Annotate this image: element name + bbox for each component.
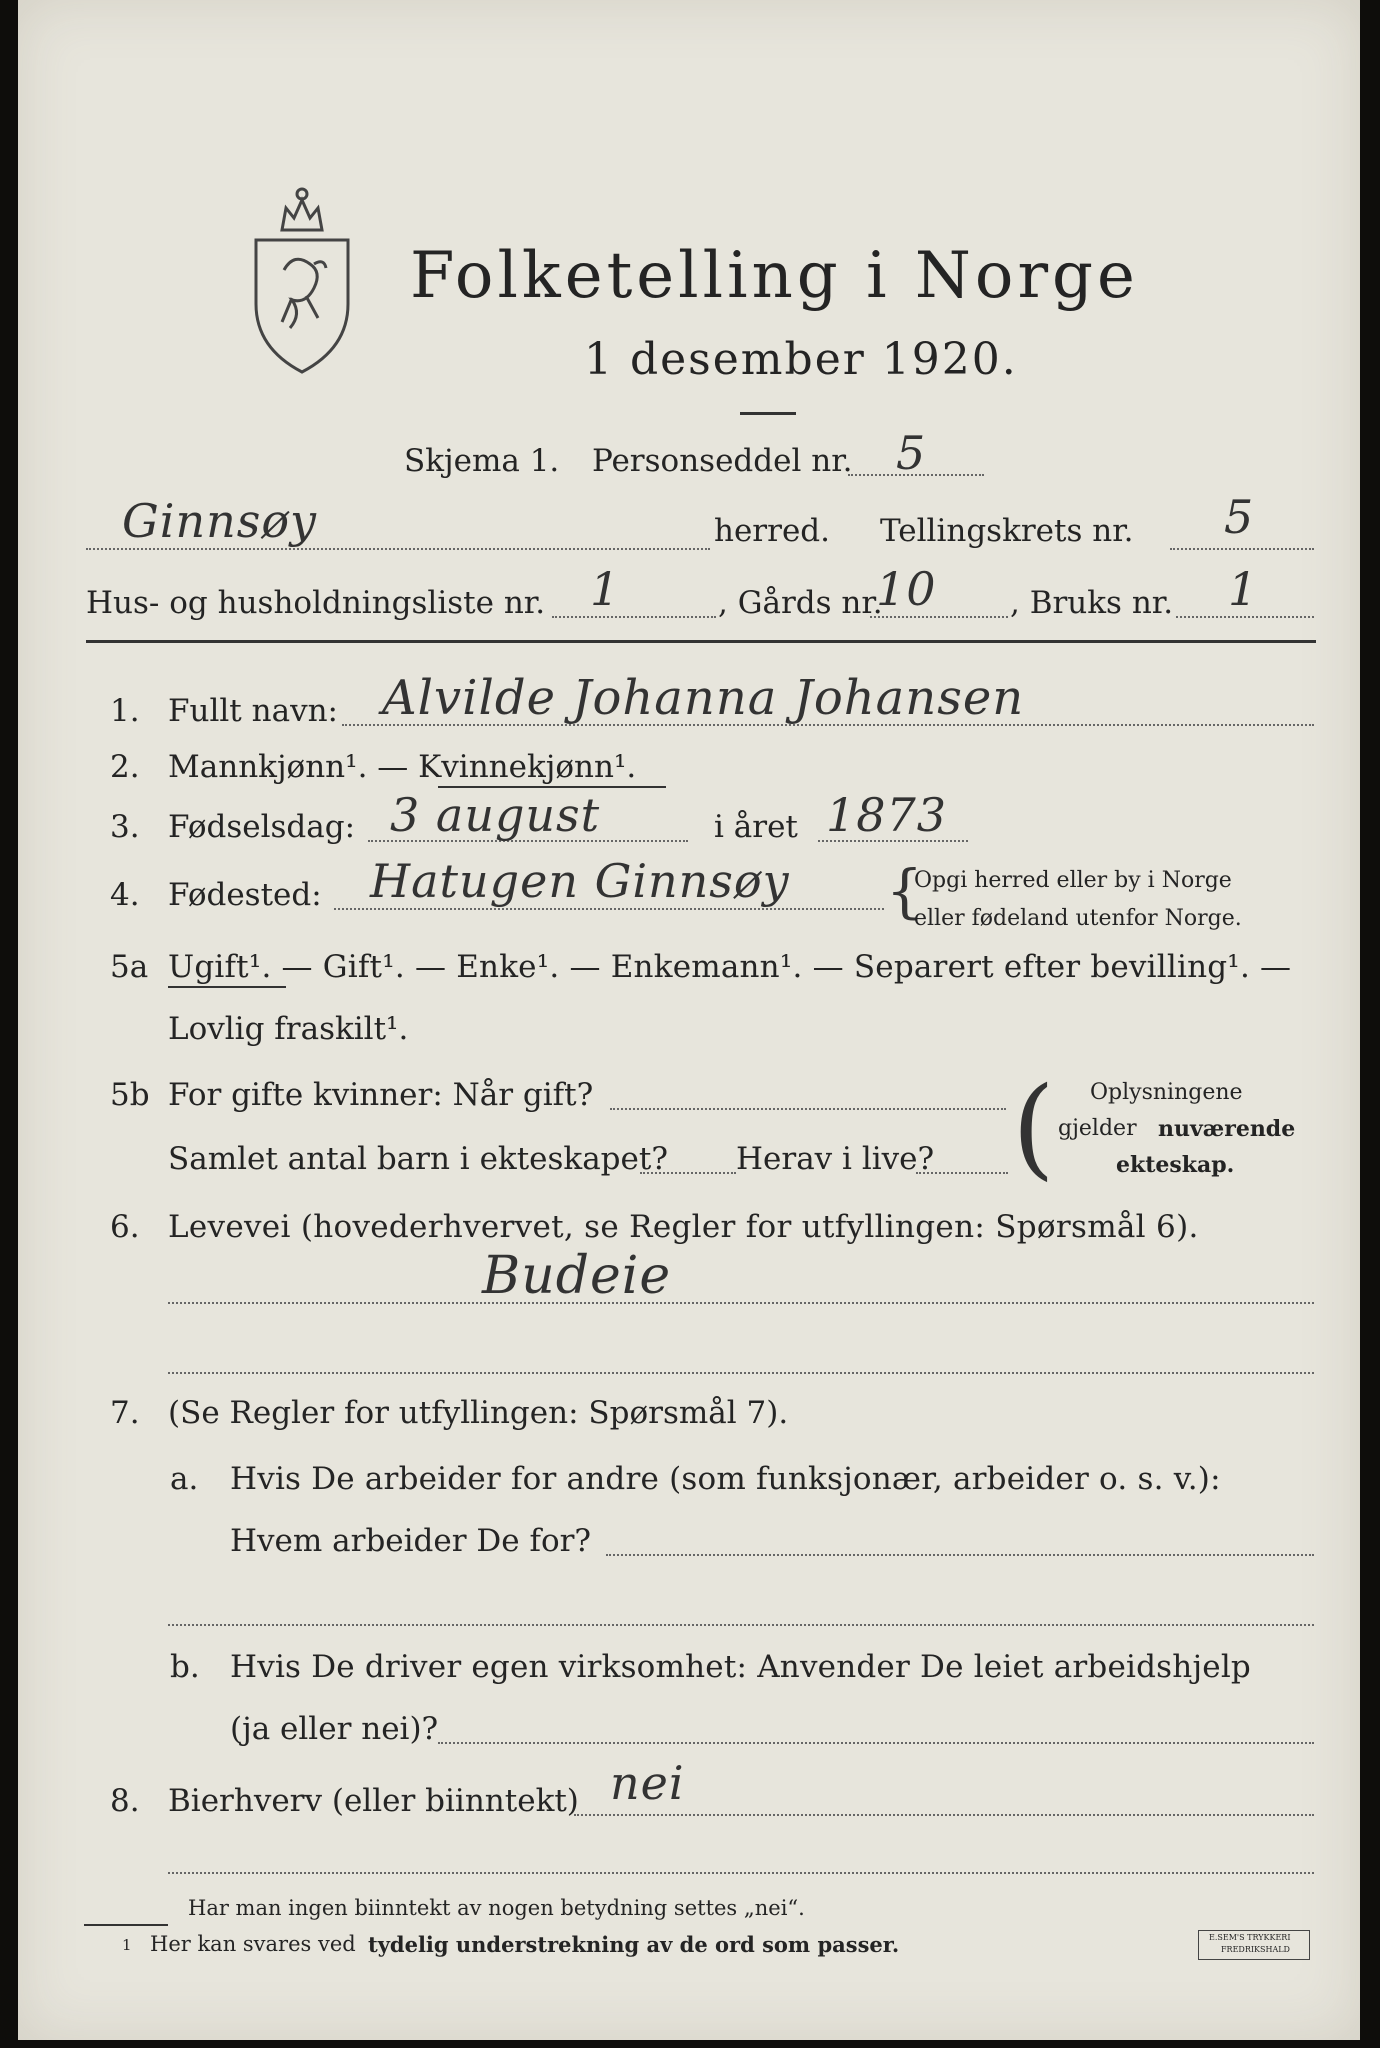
q6-number: 6. [110,1209,140,1245]
herred-line [86,548,710,550]
hus-label: Hus- og husholdningsliste nr. [86,585,546,621]
personseddel-label: Personseddel nr. [592,443,853,479]
q5a-line1: Ugift¹. — Gift¹. — Enke¹. — Enkemann¹. — Separert efter bevilling¹. — [168,949,1292,985]
q5b-note-brace: ( [1012,1063,1055,1191]
gards-line [870,616,1008,618]
q5a-number: 5a [110,949,149,985]
skjema-label: Skjema 1. [404,443,560,479]
q8-label: Bierhverv (eller biinntekt) [168,1783,579,1819]
q7a-letter: a. [170,1461,199,1497]
header-divider [86,640,1316,643]
q3-value[interactable]: 3 august [390,788,601,842]
q7b-line [438,1742,1314,1744]
census-date: 1 desember 1920. [584,334,1018,385]
q3-number: 3. [110,809,140,845]
gards-value[interactable]: 10 [876,562,937,616]
q6-line2 [168,1372,1314,1374]
herred-label: herred. [714,513,830,549]
q6-line1 [168,1302,1314,1304]
q4-line [334,908,884,910]
q7a-extra-line [168,1624,1314,1626]
q5b-note-line2a: gjelder [1058,1116,1137,1141]
bruks-line [1176,616,1314,618]
q7b-letter: b. [170,1649,200,1685]
q5b-herav-line [916,1172,1008,1174]
footer-note: Har man ingen biinntekt av nogen betydning settes „nei“. [188,1896,805,1920]
q5b-note-line2b: nuværende [1158,1116,1296,1142]
q1-label: Fullt navn: [168,693,338,729]
census-form-sheet [18,0,1360,2040]
q4-label: Fødested: [168,877,322,913]
printer-stamp-line1: E.SEM'S TRYKKERI [1209,1933,1291,1942]
q3-label: Fødselsdag: [168,809,356,845]
q7-number: 7. [110,1395,140,1431]
q7b-line2: (ja eller nei)? [230,1711,439,1747]
q5b-note-line3: ekteskap. [1116,1152,1235,1178]
q7b-line1: Hvis De driver egen virksomhet: Anvender De leiet arbeidshjelp [230,1649,1251,1685]
q1-value[interactable]: Alvilde Johanna Johansen [382,670,1025,726]
q7a-line2: Hvem arbeider De for? [230,1523,592,1559]
coat-of-arms-icon [246,178,358,378]
personseddel-value[interactable]: 5 [896,426,927,480]
q4-note-line2: eller fødeland utenfor Norge. [914,906,1242,931]
q6-label: Levevei (hovederhvervet, se Regler for utfyllingen: Spørsmål 6). [168,1209,1199,1245]
q5a-line2: Lovlig fraskilt¹. [168,1011,409,1047]
printer-stamp [1198,1930,1310,1960]
tellingskrets-line [1170,548,1314,550]
title-rule [740,412,796,415]
hus-line [552,616,716,618]
gards-label: , Gårds nr. [718,585,883,621]
q4-number: 4. [110,877,140,913]
q1-number: 1. [110,693,140,729]
q2-number: 2. [110,749,140,785]
herred-value[interactable]: Ginnsøy [122,494,317,548]
footnote-text-a: Her kan svares ved [150,1932,356,1956]
q6-value[interactable]: Budeie [482,1246,672,1306]
footnote-number: 1 [122,1936,132,1954]
bruks-value[interactable]: 1 [1228,562,1259,616]
q4-note-line1: Opgi herred eller by i Norge [914,868,1232,893]
q7a-line1: Hvis De arbeider for andre (som funksjonær, arbeider o. s. v.): [230,1461,1221,1497]
footnote-rule [84,1924,168,1926]
bruks-label: , Bruks nr. [1010,585,1174,621]
hus-value[interactable]: 1 [590,562,621,616]
tellingskrets-label: Tellingskrets nr. [880,513,1134,549]
q5a-ugift-underline [168,986,286,988]
q5b-line2a: Samlet antal barn i ekteskapet? [168,1141,668,1177]
q7-label: (Se Regler for utfyllingen: Spørsmål 7). [168,1395,789,1431]
tellingskrets-value[interactable]: 5 [1224,490,1255,544]
q4-value[interactable]: Hatugen Ginnsøy [370,854,790,908]
q2-label: Mannkjønn¹. — Kvinnekjønn¹. [168,749,637,785]
q5b-nar-gift-line [610,1108,1006,1110]
q7a-line [606,1554,1314,1556]
q4-note-brace: { [886,857,923,925]
q8-extra-line [168,1872,1314,1874]
q5b-number: 5b [110,1077,150,1113]
q5b-line2b: Herav i live? [736,1141,935,1177]
q3-year-value[interactable]: 1873 [826,788,948,842]
q8-line [574,1814,1314,1816]
q3-year-label: i året [714,809,798,845]
q8-number: 8. [110,1783,140,1819]
q5b-line1: For gifte kvinner: Når gift? [168,1077,594,1113]
printer-stamp-line2: FREDRIKSHALD [1221,1945,1290,1954]
page-title: Folketelling i Norge [410,239,1139,313]
q5b-note-line1: Oplysningene [1090,1080,1243,1105]
q8-value[interactable]: nei [610,1756,685,1810]
q5b-barn-line [640,1172,736,1174]
footnote-text-b: tydelig understrekning av de ord som passer. [368,1932,900,1957]
